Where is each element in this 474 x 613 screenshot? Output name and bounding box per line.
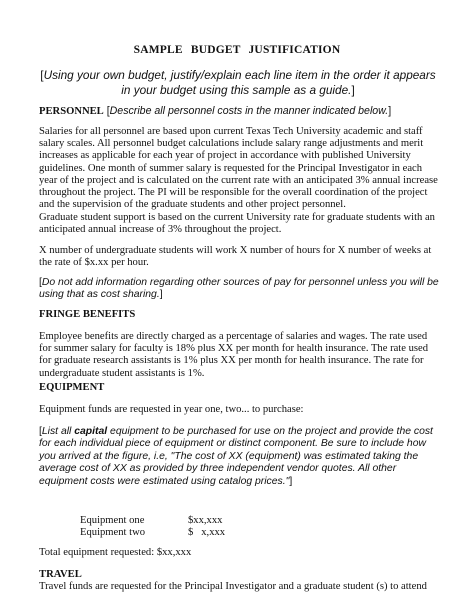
equipment-name: Equipment one <box>80 515 145 526</box>
personnel-paragraph-3: X number of undergraduate students will work X number of hours for X number of weeks at the rate of $x.xx per hour. <box>39 245 432 269</box>
bracket-close: ] <box>351 82 355 97</box>
equipment-heading: EQUIPMENT <box>39 382 105 393</box>
equipment-list <box>80 515 268 539</box>
personnel-note: Describe all personnel costs in the manner indicated below. <box>109 105 389 117</box>
equipment-paragraph: Equipment funds are requested in year one, two... to purchase: <box>39 404 304 415</box>
list-item <box>80 527 268 539</box>
fringe-paragraph: Employee benefits are directly charged as a percentage of salaries and wages. The rate used for summer salary for faculty is 18% plus XX per month for health insurance. The rate used for graduate research assistants is 1% plus XX per month for health insurance. The rate for undergraduate student assistants is 1%. <box>39 331 429 379</box>
intro-instruction <box>40 68 436 97</box>
personnel-heading: PERSONNEL <box>39 106 104 117</box>
personnel-paragraph-2: Graduate student support is based on the current University rate for graduate students with an anticipated annual increase of 3% throughout the project. <box>39 212 435 236</box>
intro-text: Using your own budget, justify/explain each line item in the order it appears in your budget using this sample as a guide. <box>43 68 436 97</box>
equipment-cost: $ x,xxx <box>188 527 226 539</box>
personnel-paragraph-1: Salaries for all personnel are based upon current Texas Tech University academic and staff salary scales. All personnel budget calculations include salary range adjustments and merit increases as applicable for each year of project in accordance with published University guidelines. One month of summer salary is requested for the Principal Investigator in each year of the project and is calculated on the current rate with an anticipated 3% annual increase throughout the project. The PI will be responsible for the overall coordination of the project and the supervision of the graduate students and other project personnel. <box>39 126 438 211</box>
page-title: SAMPLE BUDGET JUSTIFICATION <box>133 44 341 56</box>
list-item <box>80 515 268 527</box>
travel-heading: TRAVEL <box>39 569 82 580</box>
bracket-open: [ <box>40 68 44 82</box>
equipment-total: Total equipment requested: $xx,xxx <box>39 547 192 558</box>
personnel-heading-line: PERSONNEL [Describe all personnel costs in the manner indicated below.] <box>39 105 392 117</box>
personnel-note-2: [Do not add information regarding other sources of pay for personnel unless you will be using that as cost sharing.] <box>39 277 439 301</box>
equipment-note: [List all capital equipment to be purchased for use on the project and provide the cost for each individual piece of equipment or distinct component. Be sure to include how you arrived at the figure, i.e, "The cost of XX (equipment) was estimated taking the average cost of XX as provided by three independent vendor quotes. All other equipment costs were estimated using catalog prices."] <box>39 426 433 487</box>
fringe-heading: FRINGE BENEFITS <box>39 309 136 320</box>
equipment-name: Equipment two <box>80 527 146 539</box>
equipment-cost: $xx,xxx <box>188 515 223 526</box>
travel-paragraph: Travel funds are requested for the Principal Investigator and a graduate student (s) to attend <box>39 581 427 592</box>
